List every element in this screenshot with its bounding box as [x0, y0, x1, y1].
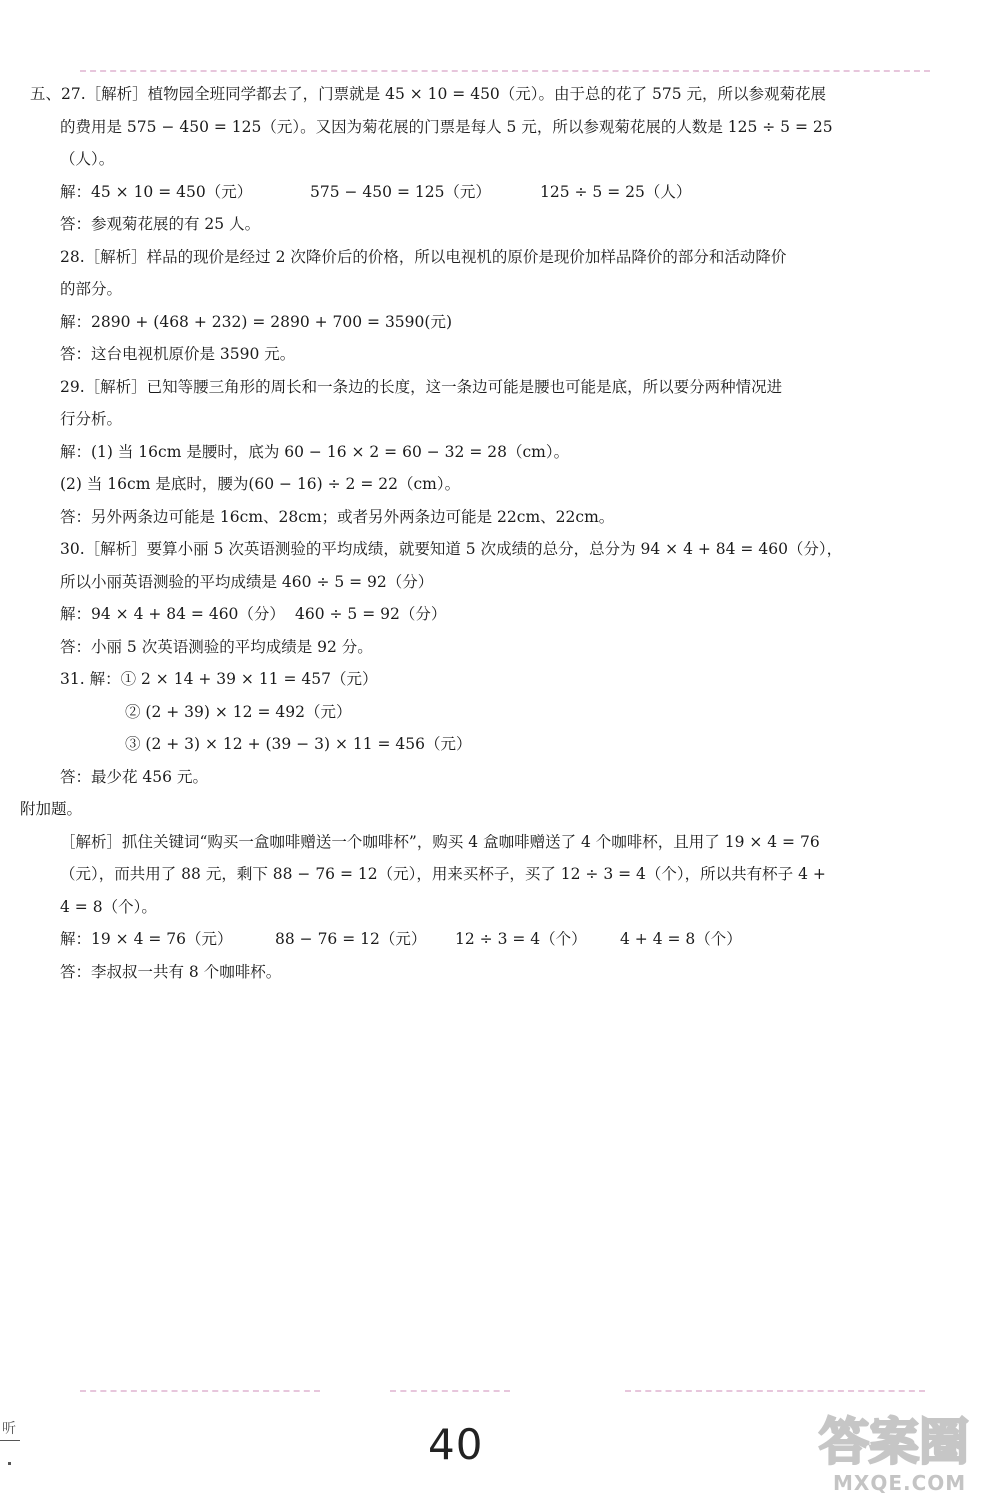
q30-step-1: 解：94 × 4 + 84 = 460（分）	[60, 605, 285, 623]
q27-step-1: 解：45 × 10 = 450（元）	[60, 182, 253, 201]
bonus-heading: 附加题。	[20, 800, 83, 818]
q31-option-3: ③ (2 + 3) × 12 + (39 − 3) × 11 = 456（元）	[125, 735, 472, 753]
q27-answer: 答：参观菊花展的有 25 人。	[60, 215, 261, 233]
answer-content	[20, 78, 930, 988]
bottom-dashed-rule-left	[80, 1390, 320, 1392]
q27-analysis-line-2: 的费用是 575 − 450 = 125（元）。又因为菊花展的门票是每人 5 元，所以参观菊花展的人数是 125 ÷ 5 = 25	[60, 117, 833, 136]
q30-step-2: 460 ÷ 5 = 92（分）	[295, 605, 447, 623]
q31-answer: 答：最少花 456 元。	[60, 767, 208, 786]
watermark-site: MXQE.COM	[833, 1471, 967, 1495]
bonus-analysis-line-1: ［解析］抓住关键词“购买一盒咖啡赠送一个咖啡杯”，购买 4 盒咖啡赠送了 4 个咖啡杯，且用了 19 × 4 = 76	[60, 832, 820, 851]
q27-analysis-line-3: （人）。	[60, 150, 115, 168]
q27-step-2: 575 − 450 = 125（元）	[310, 182, 491, 201]
q30-analysis-line-2: 所以小丽英语测验的平均成绩是 460 ÷ 5 = 92（分）	[60, 572, 434, 591]
q29-solution-case-2: (2) 当 16cm 是底时，腰为(60 − 16) ÷ 2 = 22（cm）。	[60, 475, 461, 493]
q29-solution-case-1: 解：(1) 当 16cm 是腰时，底为 60 − 16 × 2 = 60 − 32 = 28（cm）。	[60, 442, 570, 461]
q28-analysis-line-2: 的部分。	[60, 280, 123, 298]
q31-option-2: ② (2 + 39) × 12 = 492（元）	[125, 702, 352, 721]
bonus-step-4: 4 + 4 = 8（个）	[620, 930, 742, 948]
page-number: 40	[428, 1420, 484, 1469]
edge-mark: 听	[2, 1421, 16, 1437]
bottom-dashed-rule-middle	[390, 1390, 510, 1392]
bonus-answer: 答：李叔叔一共有 8 个咖啡杯。	[60, 962, 282, 981]
bonus-step-1: 解：19 × 4 = 76（元）	[60, 930, 233, 948]
bonus-analysis-line-2: （元），而共用了 88 元，剩下 88 − 76 = 12（元），用来买杯子，买了 12 ÷ 3 = 4（个），所以共有杯子 4 +	[60, 865, 826, 883]
watermark-logo-icon	[815, 1405, 1000, 1471]
bonus-analysis-line-3: 4 = 8（个）。	[60, 897, 157, 916]
q27-step-3: 125 ÷ 5 = 25（人）	[540, 182, 692, 201]
q31-option-1: 31. 解：① 2 × 14 + 39 × 11 = 457（元）	[60, 670, 378, 688]
watermark	[815, 1405, 1000, 1503]
q30-answer: 答：小丽 5 次英语测验的平均成绩是 92 分。	[60, 637, 373, 656]
top-dashed-rule	[80, 70, 930, 72]
bonus-solution	[30, 923, 930, 956]
q30-solution	[30, 598, 930, 631]
q27-solution	[30, 176, 930, 209]
bonus-step-2: 88 − 76 = 12（元）	[275, 930, 427, 948]
bonus-step-3: 12 ÷ 3 = 4（个）	[455, 930, 587, 948]
edge-line	[0, 1440, 20, 1441]
q28-answer: 答：这台电视机原价是 3590 元。	[60, 345, 296, 363]
q27-analysis-line-1: 五、27.［解析］植物园全班同学都去了，门票就是 45 × 10 = 450（元）。由于总的花了 575 元，所以参观菊花展	[30, 85, 826, 103]
watermark-logo-text: 答案圈	[819, 1413, 969, 1471]
q29-analysis-line-2: 行分析。	[60, 410, 123, 428]
bottom-dashed-rule-right	[625, 1390, 925, 1392]
q28-analysis-line-1: 28.［解析］样品的现价是经过 2 次降价后的价格，所以电视机的原价是现价加样品降价的部分和活动降价	[60, 247, 787, 266]
q28-solution: 解：2890 + (468 + 232) = 2890 + 700 = 3590(元)	[60, 312, 452, 331]
q29-answer: 答：另外两条边可能是 16cm、28cm；或者另外两条边可能是 22cm、22cm。	[60, 507, 615, 526]
q30-analysis-line-1: 30.［解析］要算小丽 5 次英语测验的平均成绩，就要知道 5 次成绩的总分，总分为 94 × 4 + 84 = 460（分），	[60, 540, 843, 558]
q29-analysis-line-1: 29.［解析］已知等腰三角形的周长和一条边的长度，这一条边可能是腰也可能是底，所以要分两种情况进	[60, 377, 783, 396]
edge-dot	[8, 1462, 11, 1465]
